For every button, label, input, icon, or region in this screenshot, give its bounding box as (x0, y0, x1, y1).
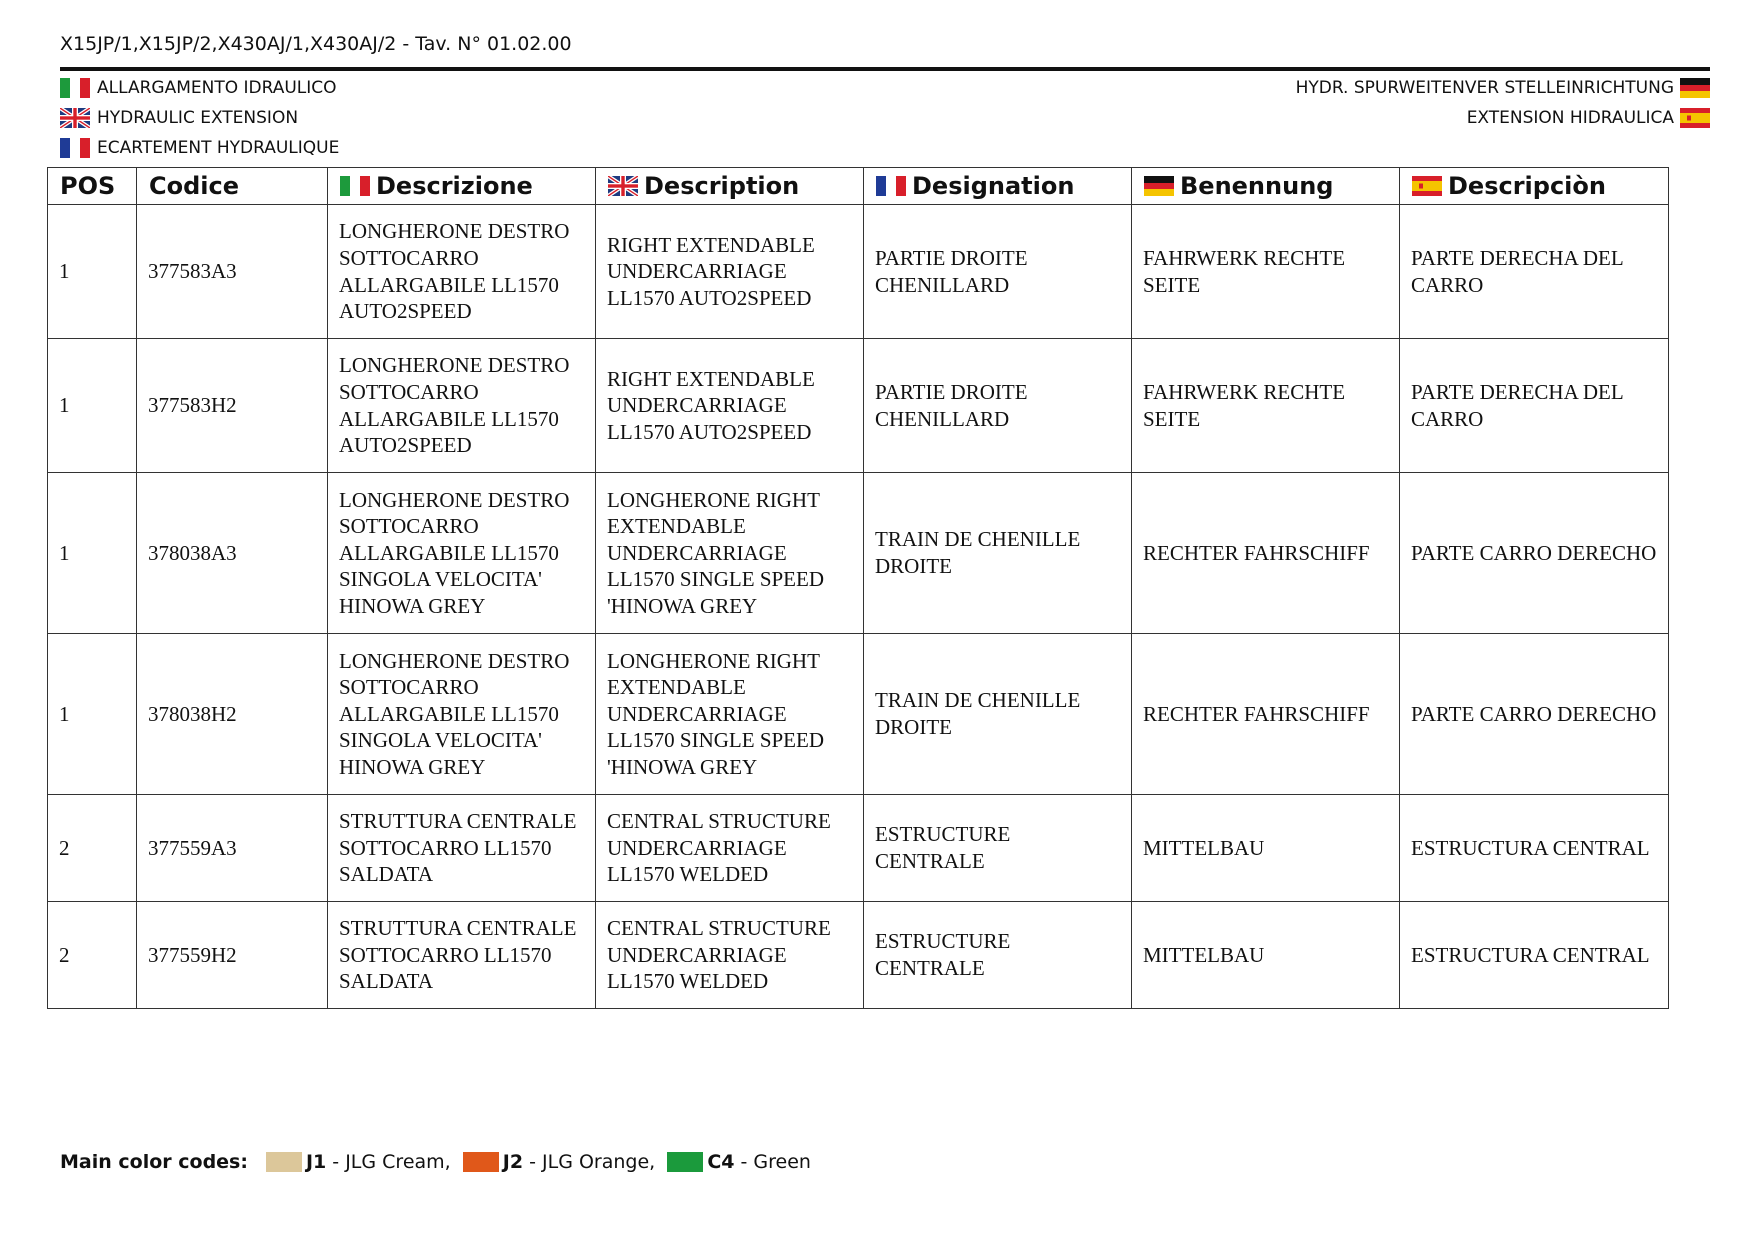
cell-code: 377583H2 (137, 339, 328, 473)
cell-pos: 2 (48, 795, 137, 902)
title-spanish-text: EXTENSION HIDRAULICA (1466, 108, 1674, 128)
table-row (48, 795, 1669, 902)
table-header-row (48, 168, 1669, 205)
cell-pos: 1 (48, 634, 137, 795)
color-name-j1: - JLG Cream, (326, 1151, 451, 1173)
spain-flag-icon (1680, 108, 1710, 128)
color-code-j2: J2 (502, 1151, 524, 1173)
title-english-text: HYDRAULIC EXTENSION (97, 108, 299, 128)
cell-german: FAHRWERK RECHTE SEITE (1132, 339, 1400, 473)
cell-english: RIGHT EXTENDABLE UNDERCARRIAGE LL1570 AUTO2SPEED (596, 339, 864, 473)
cell-code: 377559H2 (137, 902, 328, 1009)
cell-spanish: PARTE DERECHA DEL CARRO (1400, 339, 1669, 473)
title-spanish (1467, 108, 1710, 128)
color-code-j1: J1 (305, 1151, 327, 1173)
color-name-j2: - JLG Orange, (523, 1151, 656, 1173)
cell-spanish: ESTRUCTURA CENTRAL (1400, 795, 1669, 902)
color-codes-label: Main color codes: (60, 1151, 248, 1173)
cell-english: CENTRAL STRUCTURE UNDERCARRIAGE LL1570 WELDED (596, 902, 864, 1009)
table-row (48, 339, 1669, 473)
cell-spanish: PARTE CARRO DERECHO (1400, 634, 1669, 795)
title-german-text: HYDR. SPURWEITENVER STELLEINRICHTUNG (1295, 78, 1674, 98)
title-english (60, 108, 298, 128)
table-row (48, 902, 1669, 1009)
france-flag-icon (60, 138, 90, 158)
germany-flag-icon (1680, 78, 1710, 98)
cell-french: TRAIN DE CHENILLE DROITE (864, 634, 1132, 795)
cell-german: MITTELBAU (1132, 902, 1400, 1009)
cell-german: MITTELBAU (1132, 795, 1400, 902)
document-title: X15JP/1,X15JP/2,X430AJ/1,X430AJ/2 - Tav. N° 01.02.00 (60, 33, 572, 55)
title-italian-text: ALLARGAMENTO IDRAULICO (97, 78, 337, 98)
color-swatch-c4 (667, 1152, 703, 1172)
france-flag-icon (876, 176, 906, 196)
color-swatch-j2 (463, 1152, 499, 1172)
color-swatch-j1 (266, 1152, 302, 1172)
table-row (48, 634, 1669, 795)
italy-flag-icon (60, 78, 90, 98)
uk-flag-icon (608, 176, 638, 196)
cell-italian: LONGHERONE DESTRO SOTTOCARRO ALLARGABILE LL1570 SINGOLA VELOCITA' HINOWA GREY (328, 634, 596, 795)
color-name-c4: - Green (734, 1151, 811, 1173)
cell-french: PARTIE DROITE CHENILLARD (864, 205, 1132, 339)
cell-german: FAHRWERK RECHTE SEITE (1132, 205, 1400, 339)
cell-code: 377559A3 (137, 795, 328, 902)
cell-french: ESTRUCTURE CENTRALE (864, 795, 1132, 902)
cell-spanish: ESTRUCTURA CENTRAL (1400, 902, 1669, 1009)
title-german (1296, 78, 1710, 98)
table-row (48, 205, 1669, 339)
title-italian (60, 78, 337, 98)
column-header-code: Codice (137, 168, 328, 205)
cell-french: ESTRUCTURE CENTRALE (864, 902, 1132, 1009)
cell-english: RIGHT EXTENDABLE UNDERCARRIAGE LL1570 AUTO2SPEED (596, 205, 864, 339)
uk-flag-icon (60, 108, 90, 128)
cell-italian: LONGHERONE DESTRO SOTTOCARRO ALLARGABILE LL1570 SINGOLA VELOCITA' HINOWA GREY (328, 473, 596, 634)
title-french (60, 138, 339, 158)
cell-italian: LONGHERONE DESTRO SOTTOCARRO ALLARGABILE LL1570 AUTO2SPEED (328, 205, 596, 339)
cell-pos: 2 (48, 902, 137, 1009)
color-code-c4: C4 (707, 1151, 735, 1173)
cell-italian: STRUTTURA CENTRALE SOTTOCARRO LL1570 SALDATA (328, 795, 596, 902)
header-rule (60, 67, 1710, 71)
cell-code: 378038A3 (137, 473, 328, 634)
cell-german: RECHTER FAHRSCHIFF (1132, 473, 1400, 634)
cell-italian: STRUTTURA CENTRALE SOTTOCARRO LL1570 SALDATA (328, 902, 596, 1009)
cell-english: LONGHERONE RIGHT EXTENDABLE UNDERCARRIAGE LL1570 SINGLE SPEED 'HINOWA GREY (596, 634, 864, 795)
cell-pos: 1 (48, 473, 137, 634)
germany-flag-icon (1144, 176, 1174, 196)
column-header-german: Benennung (1132, 168, 1400, 205)
column-header-french: Designation (864, 168, 1132, 205)
cell-italian: LONGHERONE DESTRO SOTTOCARRO ALLARGABILE LL1570 AUTO2SPEED (328, 339, 596, 473)
cell-english: LONGHERONE RIGHT EXTENDABLE UNDERCARRIAGE LL1570 SINGLE SPEED 'HINOWA GREY (596, 473, 864, 634)
column-header-english: Description (596, 168, 864, 205)
column-header-italian: Descrizione (328, 168, 596, 205)
cell-german: RECHTER FAHRSCHIFF (1132, 634, 1400, 795)
cell-english: CENTRAL STRUCTURE UNDERCARRIAGE LL1570 WELDED (596, 795, 864, 902)
cell-french: TRAIN DE CHENILLE DROITE (864, 473, 1132, 634)
color-codes-legend (60, 1151, 811, 1173)
column-header-spanish: Descripciòn (1400, 168, 1669, 205)
cell-french: PARTIE DROITE CHENILLARD (864, 339, 1132, 473)
column-header-pos: POS (48, 168, 137, 205)
title-french-text: ECARTEMENT HYDRAULIQUE (97, 138, 340, 158)
cell-spanish: PARTE DERECHA DEL CARRO (1400, 205, 1669, 339)
cell-pos: 1 (48, 339, 137, 473)
italy-flag-icon (340, 176, 370, 196)
parts-table (47, 167, 1669, 1009)
cell-spanish: PARTE CARRO DERECHO (1400, 473, 1669, 634)
spain-flag-icon (1412, 176, 1442, 196)
cell-pos: 1 (48, 205, 137, 339)
cell-code: 377583A3 (137, 205, 328, 339)
table-row (48, 473, 1669, 634)
cell-code: 378038H2 (137, 634, 328, 795)
